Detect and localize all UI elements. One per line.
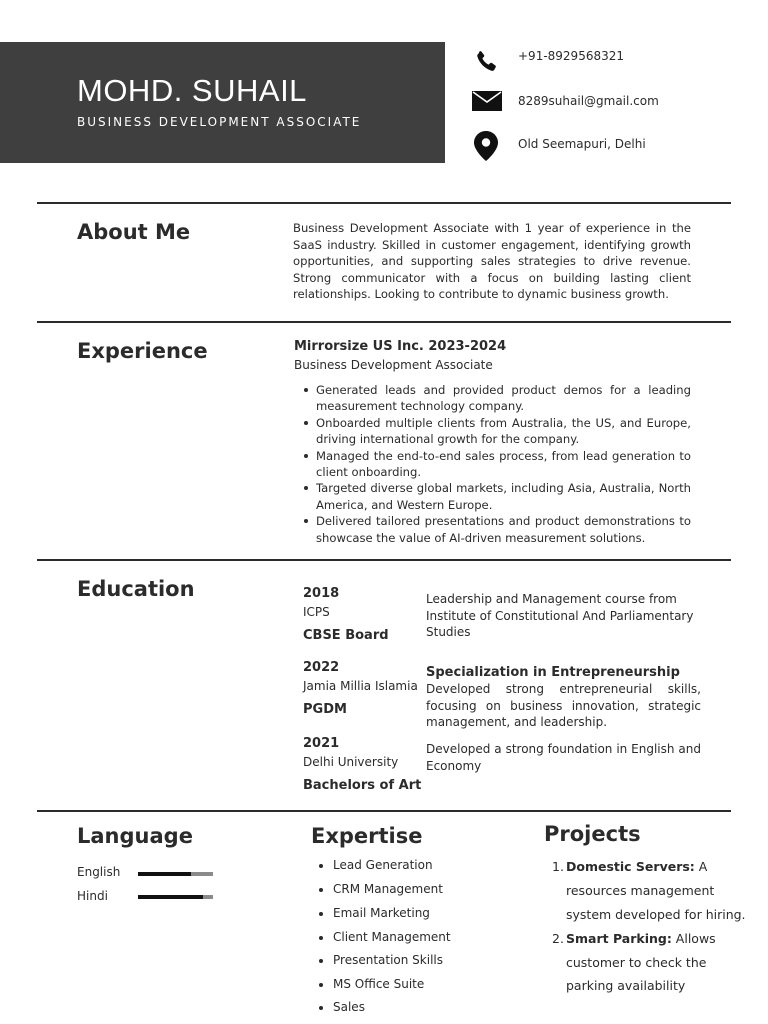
project-number: 1. <box>552 859 564 874</box>
language-name: English <box>77 865 121 879</box>
contact-location <box>472 130 646 162</box>
language-title: Language <box>77 824 193 848</box>
project-text: resources management <box>566 883 715 898</box>
experience-position: Business Development Associate <box>294 358 493 372</box>
list-item: Client Management <box>333 930 451 944</box>
language-level-fill <box>138 895 203 899</box>
list-item: Sales <box>333 1000 365 1014</box>
language-name: Hindi <box>77 889 108 903</box>
list-item: Targeted diverse global markets, including Asia, Australia, North America, and Western Europe. <box>316 481 691 512</box>
about-title: About Me <box>77 220 191 244</box>
project-text: customer to check the <box>566 955 707 970</box>
location-text: Old Seemapuri, Delhi <box>518 137 646 151</box>
list-item: Onboarded multiple clients from Australia, the US, and Europe, driving international growth for the company. <box>316 415 691 447</box>
list-item: Delivered tailored presentations and product demonstrations to showcase the value of AI-driven measurement solutions. <box>316 514 691 545</box>
phone-icon <box>472 48 500 76</box>
projects-title: Projects <box>544 822 641 846</box>
project-name: Smart Parking: <box>566 931 672 946</box>
edu-year: 2018 <box>303 586 340 601</box>
project-text: A <box>694 859 708 874</box>
project-name: Domestic Servers: <box>566 859 695 874</box>
divider <box>37 202 731 204</box>
language-level-bar <box>138 895 213 899</box>
edu-degree: PGDM <box>303 702 347 717</box>
about-text: Business Development Associate with 1 year of experience in the SaaS industry. Skilled in customer engagement, identifying growth opportunities, and supporting sales strategies to drive revenue. Strong communicator with a focus on building lasting client relationships. Looking to contribute to dynamic business growth. <box>293 221 691 302</box>
edu-degree: CBSE Board <box>303 628 389 643</box>
map-pin-icon <box>472 130 500 162</box>
email-text[interactable]: 8289suhail@gmail.com <box>518 94 659 108</box>
list-item: Managed the end-to-end sales process, from lead generation to client onboarding. <box>316 448 691 480</box>
edu-year: 2022 <box>303 660 340 675</box>
project-text: parking availability <box>566 978 686 993</box>
list-item: Generated leads and provided product demos for a leading measurement technology company. <box>316 383 691 414</box>
experience-company: Mirrorsize US Inc. 2023-2024 <box>294 339 507 354</box>
edu-institution: ICPS <box>303 605 330 619</box>
list-item: CRM Management <box>333 882 443 896</box>
project-line <box>566 859 707 874</box>
edu-institution: Jamia Millia Islamia <box>303 679 418 693</box>
project-text: system developed for hiring. <box>566 907 746 922</box>
list-item: Presentation Skills <box>333 953 443 967</box>
contact-phone <box>472 48 625 76</box>
list-item: Email Marketing <box>333 906 430 920</box>
envelope-icon <box>472 91 502 111</box>
edu-degree: Bachelors of Art <box>303 778 422 793</box>
language-level-fill <box>138 872 191 876</box>
list-item: MS Office Suite <box>333 977 425 991</box>
edu-desc: Developed a strong foundation in English and Economy <box>426 742 701 773</box>
education-title: Education <box>77 577 195 601</box>
edu-year: 2021 <box>303 736 340 751</box>
divider <box>37 559 731 561</box>
phone-text[interactable]: +91-8929568321 <box>518 49 625 63</box>
person-role: BUSINESS DEVELOPMENT ASSOCIATE <box>77 115 362 129</box>
edu-desc: Developed strong entrepreneurial skills, focusing on business innovation, strategic management, and leadership. <box>426 682 701 730</box>
person-name: MOHD. SUHAIL <box>77 73 307 108</box>
divider <box>37 321 731 323</box>
contact-email <box>472 91 659 111</box>
language-level-bar <box>138 872 213 876</box>
edu-heading: Specialization in Entrepreneurship <box>426 665 680 680</box>
divider <box>37 810 731 812</box>
list-item: Lead Generation <box>333 858 433 872</box>
experience-bullets <box>316 382 691 546</box>
project-line <box>566 931 716 946</box>
edu-desc: Leadership and Management course from Institute of Constitutional And Parliamentary Studies <box>426 592 694 640</box>
expertise-title: Expertise <box>311 824 423 848</box>
project-number: 2. <box>552 931 564 946</box>
experience-title: Experience <box>77 339 208 363</box>
project-text: Allows <box>671 931 716 946</box>
edu-institution: Delhi University <box>303 755 399 769</box>
